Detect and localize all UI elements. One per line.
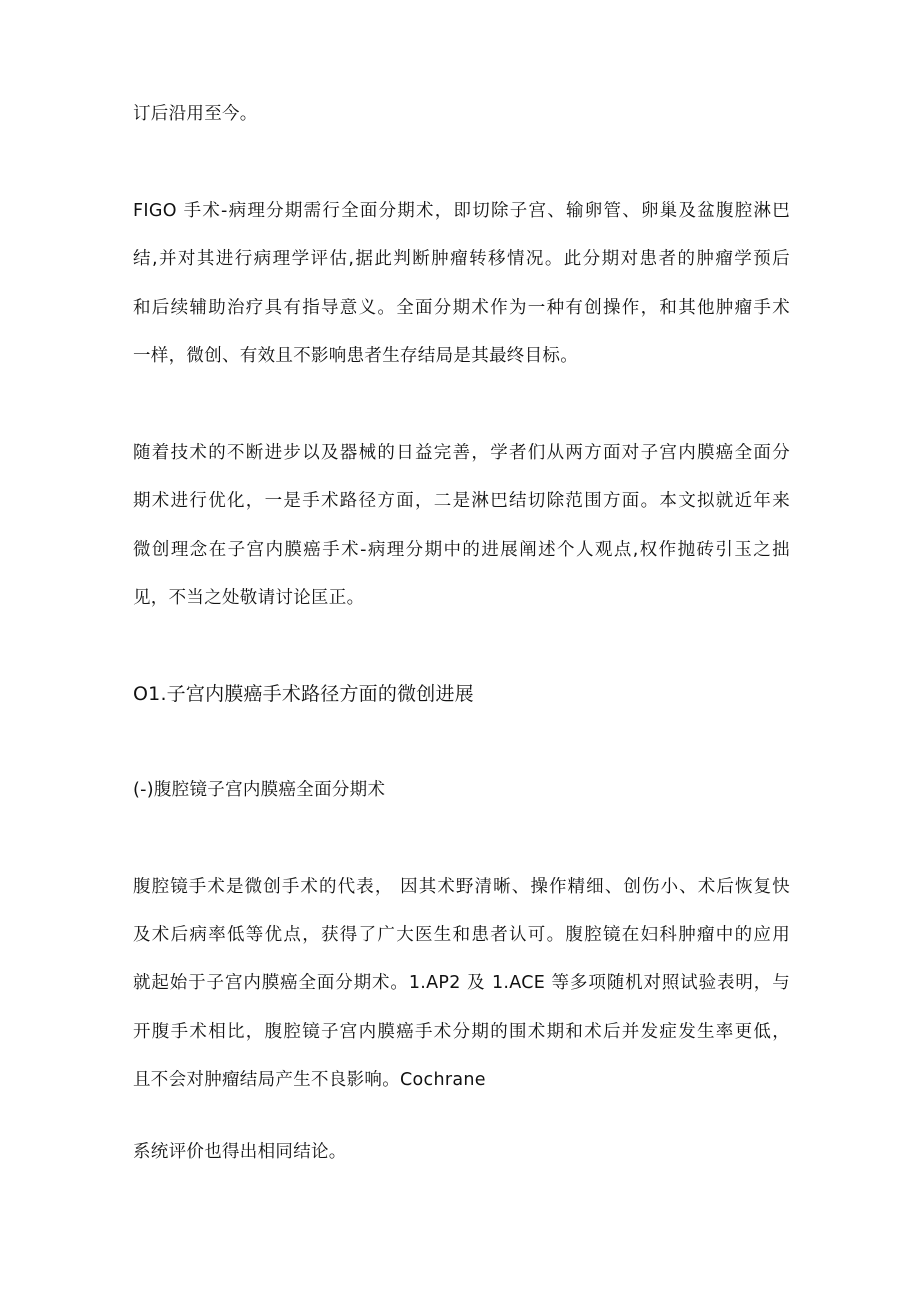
- section-heading: O1.子宫内膜癌手术路径方面的微创进展: [133, 683, 474, 705]
- paragraph-line: 及术后病率低等优点，获得了广大医生和患者认可。腹腔镜在妇科肿瘤中的应用: [133, 925, 790, 945]
- subsection-heading: (-)腹腔镜子宫内膜癌全面分期术: [133, 780, 386, 800]
- paragraph-line: 期术进行优化，一是手术路径方面，二是淋巴结切除范围方面。本文拟就近年来: [133, 491, 790, 511]
- paragraph-line: FIGO 手术-病理分期需行全面分期术，即切除子宫、输卵管、卵巢及盆腹腔淋巴: [133, 201, 790, 221]
- paragraph-line: 开腹手术相比，腹腔镜子宫内膜癌手术分期的围术期和术后并发症发生率更低，: [133, 1022, 790, 1042]
- paragraph-line: 且不会对肿瘤结局产生不良影响。Cochrane: [133, 1070, 486, 1090]
- paragraph-line: 见，不当之处敬请讨论匡正。: [133, 588, 365, 608]
- paragraph-line: 随着技术的不断进步以及器械的日益完善，学者们从两方面对子宫内膜癌全面分: [133, 443, 790, 463]
- paragraph-line: 一样，微创、有效且不影响患者生存结局是其最终目标。: [133, 346, 578, 366]
- paragraph-line: 和后续辅助治疗具有指导意义。全面分期术作为一种有创操作，和其他肿瘤手术: [133, 298, 790, 318]
- paragraph-line: 订后沿用至今。: [133, 104, 258, 124]
- paragraph-line: 系统评价也得出相同结论。: [133, 1142, 347, 1162]
- paragraph-line: 就起始于子宫内膜癌全面分期术。1.AP2 及 1.ACE 等多项随机对照试验表明，与: [133, 973, 790, 993]
- paragraph-line: 微创理念在子宫内膜癌手术-病理分期中的进展阐述个人观点,权作抛砖引玉之拙: [133, 540, 790, 560]
- paragraph-line: 腹腔镜手术是微创手术的代表， 因其术野清晰、操作精细、创伤小、术后恢复快: [133, 877, 790, 897]
- paragraph-line: 结,并对其进行病理学评估,据此判断肿瘤转移情况。此分期对患者的肿瘤学预后: [133, 249, 790, 269]
